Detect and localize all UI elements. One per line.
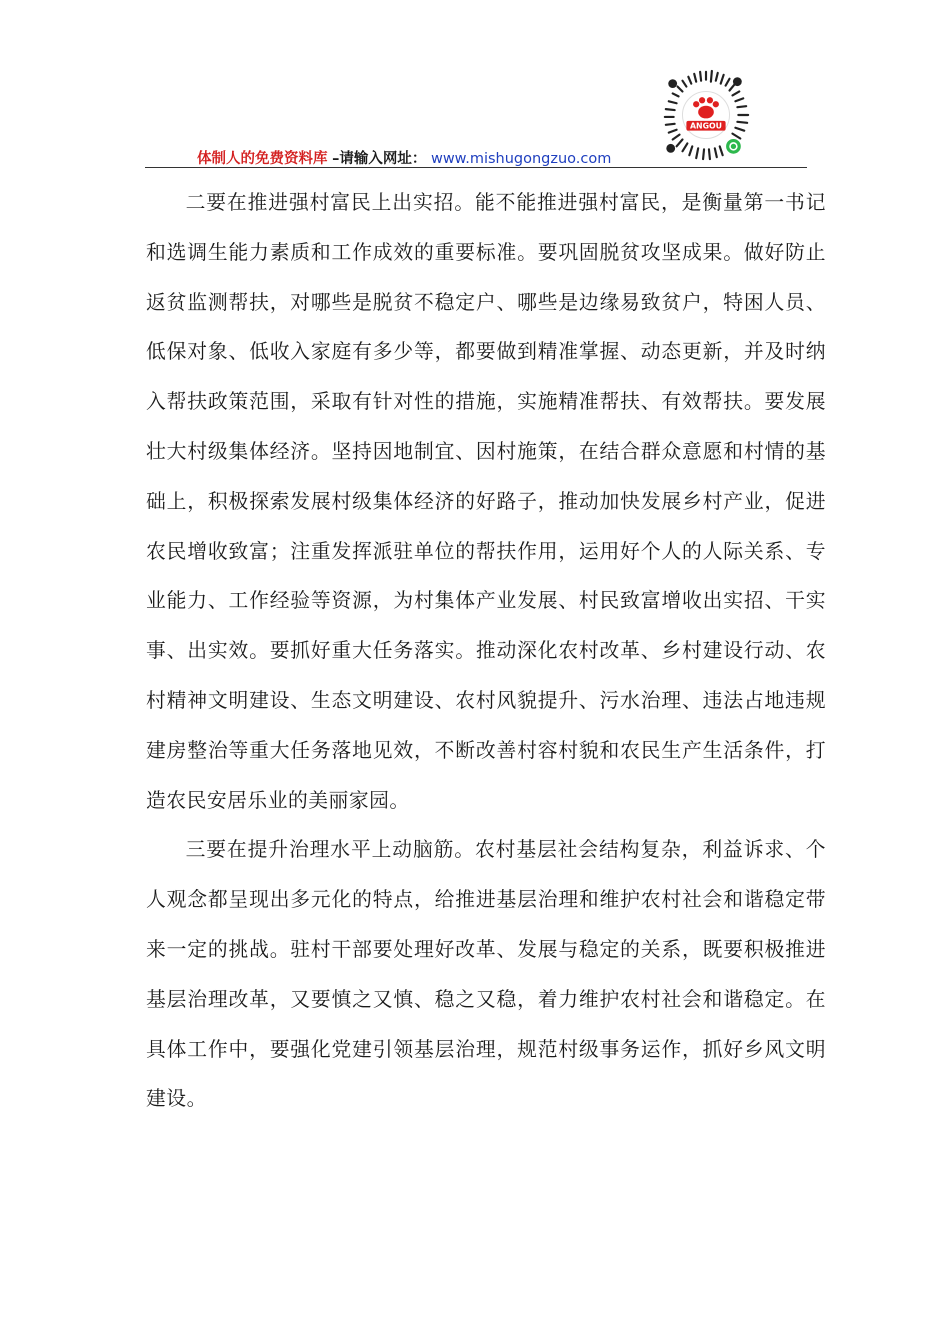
header-divider: [145, 167, 807, 168]
url-prompt: –请输入网址：: [332, 151, 427, 167]
document-body: [146, 178, 826, 1124]
brand-text: 体制人的免费资料库: [197, 151, 328, 167]
header-banner: [197, 147, 611, 168]
mini-program-qr-code[interactable]: [657, 66, 755, 164]
paragraph-village-prosperity: 二要在推进强村富民上出实招。能不能推进强村富民，是衡量第一书记和选调生能力素质和工作成效的重要标准。要巩固脱贫攻坚成果。做好防止返贫监测帮扶，对哪些是脱贫不稳定户、哪些是边缘易致贫户，特困人员、低保对象、低收入家庭有多少等，都要做到精准掌握、动态更新，并及时纳入帮扶政策范围，采取有针对性的措施，实施精准帮扶、有效帮扶。要发展壮大村级集体经济。坚持因地制宜、因村施策，在结合群众意愿和村情的基础上，积极探索发展村级集体经济的好路子，推动加快发展乡村产业，促进农民增收致富；注重发挥派驻单位的帮扶作用，运用好个人的人际关系、专业能力、工作经验等资源，为村集体产业发展、村民致富增收出实招、干实事、出实效。要抓好重大任务落实。推动深化农村改革、乡村建设行动、农村精神文明建设、生态文明建设、农村风貌提升、污水治理、违法占地违规建房整治等重大任务落地见效，不断改善村容村貌和农民生产生活条件，打造农民安居乐业的美丽家园。: [146, 191, 826, 812]
paragraph-governance: 三要在提升治理水平上动脑筋。农村基层社会结构复杂，利益诉求、个人观念都呈现出多元化的特点，给推进基层治理和维护农村社会和谐稳定带来一定的挑战。驻村干部要处理好改革、发展与稳定的关系，既要积极推进基层治理改革，又要慎之又慎、稳之又稳，着力维护农村社会和谐稳定。在具体工作中，要强化党建引领基层治理，规范村级事务运作，抓好乡风文明建设。: [146, 838, 826, 1111]
page-header: [145, 60, 807, 170]
logo-text: ANGOU: [689, 121, 723, 131]
website-link[interactable]: www.mishugongzuo.com: [430, 151, 612, 167]
